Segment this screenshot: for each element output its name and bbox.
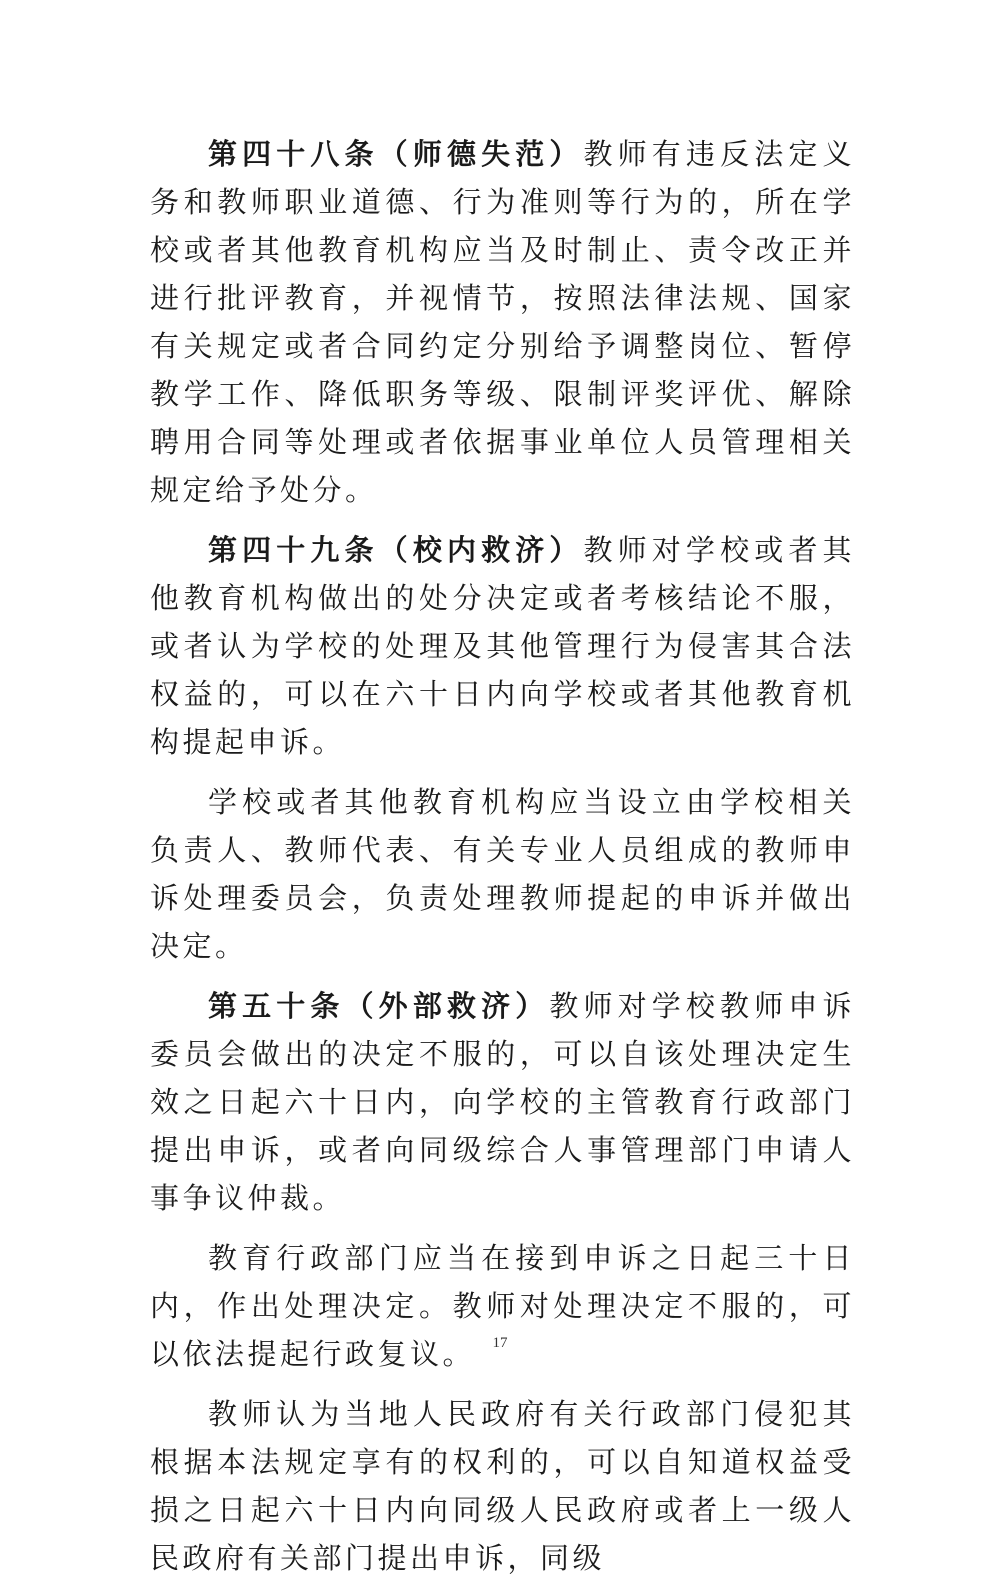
- paragraph-text: 学校或者其他教育机构应当设立由学校相关负责人、教师代表、有关专业人员组成的教师申诉处理委员会，负责处理教师提起的申诉并做出决定。: [150, 785, 855, 963]
- article-text: 教师对学校或者其他教育机构做出的处分决定或者考核结论不服，或者认为学校的处理及其他管理行为侵害其合法权益的，可以在六十日内向学校或者其他教育机构提起申诉。: [150, 533, 855, 759]
- article-heading: 第四十九条（校内救济）: [208, 533, 584, 567]
- page-number: 17: [492, 1335, 508, 1351]
- article-text: 教师对学校教师申诉委员会做出的决定不服的，可以自该处理决定生效之日起六十日内，向学校的主管教育行政部门提出申诉，或者向同级综合人事管理部门申请人事争议仲裁。: [150, 989, 855, 1215]
- paragraph-text: 教育行政部门应当在接到申诉之日起三十日内，作出处理决定。教师对处理决定不服的，可以依法提起行政复议。: [150, 1241, 855, 1371]
- paragraph: [150, 778, 855, 970]
- article-heading: 第四十八条（师德失范）: [208, 137, 584, 171]
- article-48: [150, 130, 855, 514]
- document-body: [150, 130, 855, 1594]
- paragraph-text: 教师认为当地人民政府有关行政部门侵犯其根据本法规定享有的权利的，可以自知道权益受损之日起六十日内向同级人民政府或者上一级人民政府有关部门提出申诉，同级: [150, 1397, 855, 1575]
- paragraph: [150, 1234, 855, 1378]
- article-heading: 第五十条（外部救济）: [208, 989, 550, 1023]
- article-text: 教师有违反法定义务和教师职业道德、行为准则等行为的，所在学校或者其他教育机构应当及时制止、责令改正并进行批评教育，并视情节，按照法律法规、国家有关规定或者合同约定分别给予调整岗位、暂停教学工作、降低职务等级、限制评奖评优、解除聘用合同等处理或者依据事业单位人员管理相关规定给予处分。: [150, 137, 855, 507]
- article-49: [150, 526, 855, 766]
- paragraph: [150, 1390, 855, 1582]
- article-50: [150, 982, 855, 1222]
